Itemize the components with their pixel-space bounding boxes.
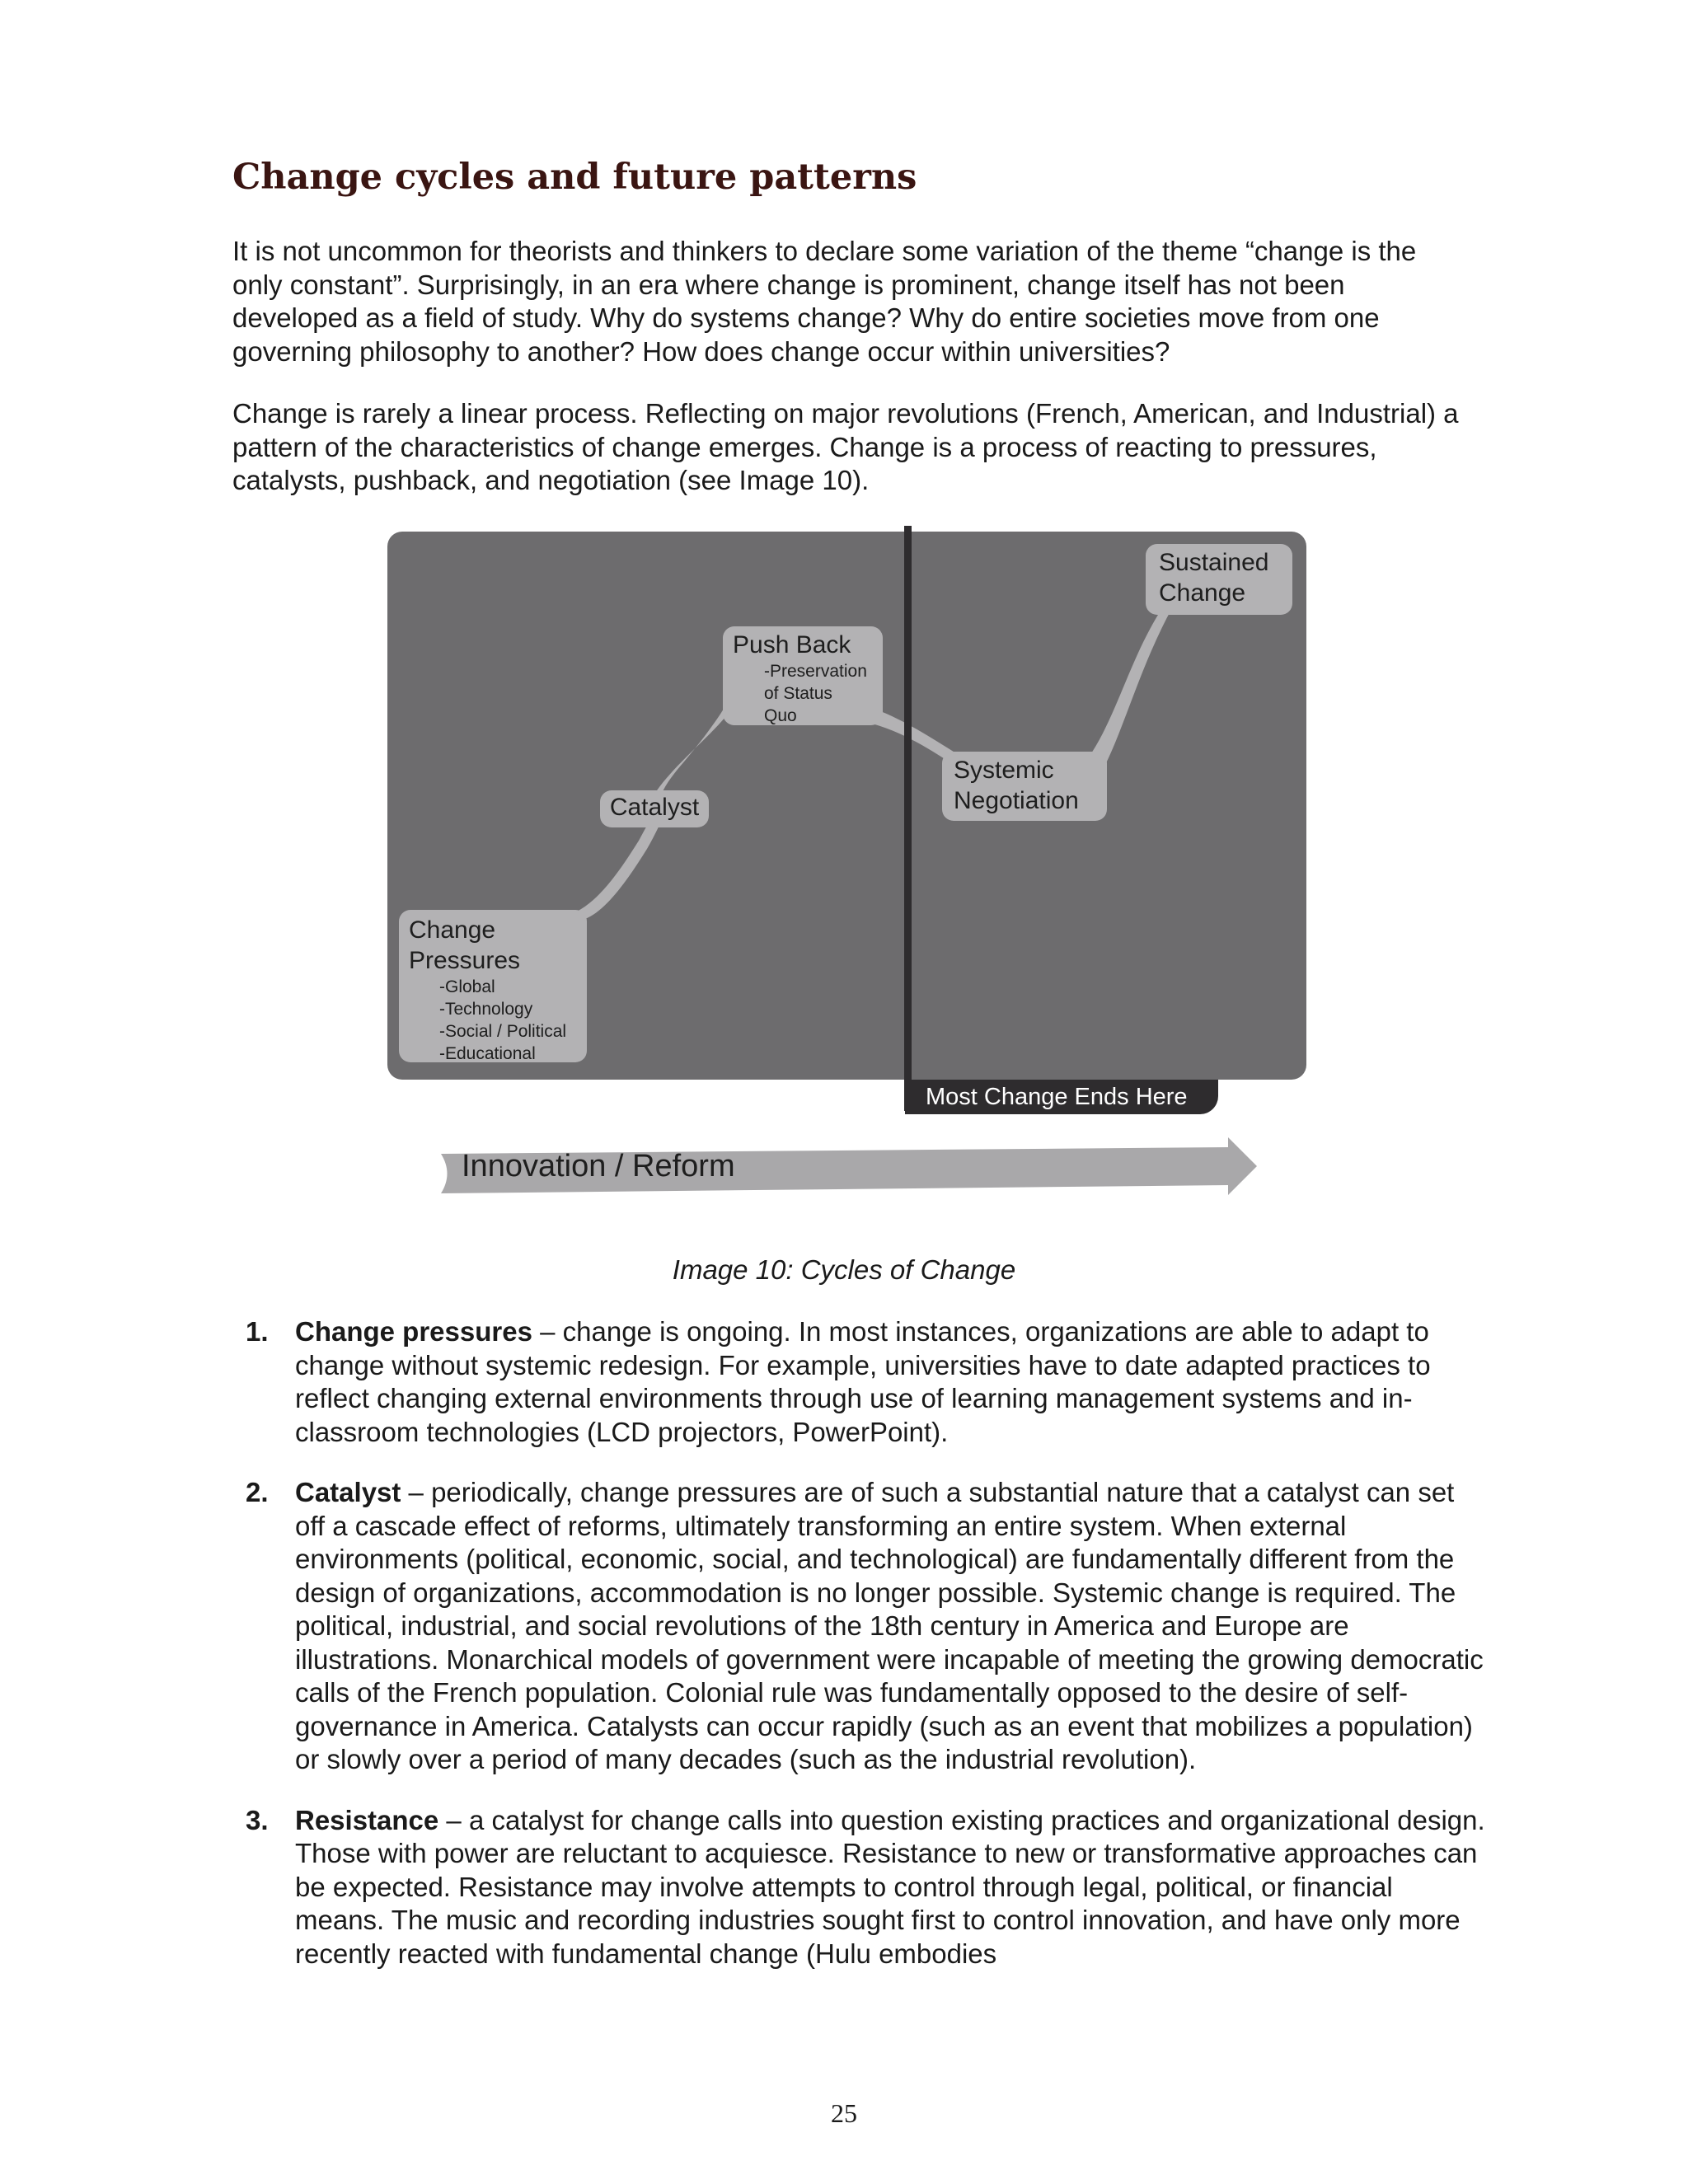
stage-catalyst-label: Catalyst [609, 794, 700, 821]
pattern-paragraph: Change is rarely a linear process. Reflecting on major revolutions (French, American, and Industrial) a pattern of the characteristics of change emerges. Change is a process of reacting to pressures, catalysts, pushback, and negotiation (see Image 10). [232, 398, 1459, 495]
cycles-of-change-figure [379, 519, 1319, 1228]
pressure-item: -Technology [439, 1000, 533, 1019]
stage-catalyst [600, 790, 709, 827]
pressure-item: -Global [439, 977, 495, 996]
pushback-item: Quo [764, 706, 797, 725]
stage-push-back [723, 626, 883, 725]
list-number: 3. [246, 1804, 269, 1835]
change-curve [379, 519, 1319, 1228]
pushback-item: of Status [764, 684, 832, 703]
stage-sustained-change [1146, 544, 1292, 615]
curve-pressures-to-catalyst [569, 816, 663, 919]
page-number: 25 [831, 2098, 857, 2128]
figure-caption: Image 10: Cycles of Change [672, 1254, 1016, 1285]
stage-systemic-negotiation [942, 752, 1107, 821]
stage-systemic-negotiation-label: Systemic Negotiation [954, 757, 1079, 814]
pushback-item: -Preservation [764, 662, 867, 681]
list-term: Catalyst [295, 1477, 401, 1507]
list-term: Resistance [295, 1804, 439, 1835]
list-text: – change is ongoing. In most instances, organizations are able to adapt to change without systemic redesign. For example, universities have to date adapted practices to reflect changing external environments through use of learning management systems and in-classroom technologies (LCD projectors, PowerPoint). [295, 1316, 1431, 1447]
innovation-reform-label: Innovation / Reform [462, 1149, 735, 1183]
list-item [232, 1804, 1485, 1971]
intro-paragraph: It is not uncommon for theorists and thinkers to declare some variation of the theme “change is the only constant”. Surprisingly, in an era where change is prominent, change itself has not been developed as a field of study. Why do systems change? Why do entire societies move from one governing philosophy to another? How does change occur within universities? [232, 236, 1417, 367]
list-number: 2. [246, 1477, 269, 1507]
curve-negotiation-to-sustained [1088, 608, 1172, 766]
stage-sustained-change-label: Sustained Change [1159, 549, 1269, 607]
change-ends-divider [904, 526, 912, 1111]
list-item [232, 1315, 1485, 1449]
curve-catalyst-to-pushback [651, 688, 734, 799]
list-item [232, 1476, 1485, 1777]
stage-change-pressures-label: Change Pressures [409, 916, 521, 974]
change-stages-list [232, 1315, 1485, 1998]
stage-push-back-label: Push Back [733, 631, 851, 658]
list-number: 1. [246, 1316, 269, 1347]
list-term: Change pressures [295, 1316, 532, 1347]
list-text: – a catalyst for change calls into question existing practices and organizational design. Those with power are reluctant to acquiesce. Resistance to new or transformative approaches can be expected. Resistance may involve attempts to control through legal, political, or financial means. The music and recording industries sought first to control innovation, and have only more recently reacted with fundamental change (Hulu embodies [295, 1804, 1485, 1969]
stage-change-pressures [399, 910, 587, 1062]
section-heading: Change cycles and future patterns [232, 157, 917, 198]
pressure-item: -Social / Political [439, 1022, 567, 1041]
pressure-item: -Educational [439, 1044, 536, 1063]
most-change-ends-label: Most Change Ends Here [905, 1080, 1218, 1114]
list-text: – periodically, change pressures are of such a substantial nature that a catalyst can set off a cascade effect of reforms, ultimately transforming an entire system. When external environments (political, economic, social, and technological) are fundamentally different from the design of organizations, accommodation is no longer possible. Systemic change is required. The political, industrial, and social revolutions of the 18th century in America and Europe are illustrations. Monarchical models of government were incapable of meeting the growing democratic calls of the French population. Colonial rule was fundamentally opposed to the desire of self-governance in America. Catalysts can occur rapidly (such as an event that mobilizes a population) or slowly over a period of many decades (such as the industrial revolution). [295, 1477, 1484, 1774]
